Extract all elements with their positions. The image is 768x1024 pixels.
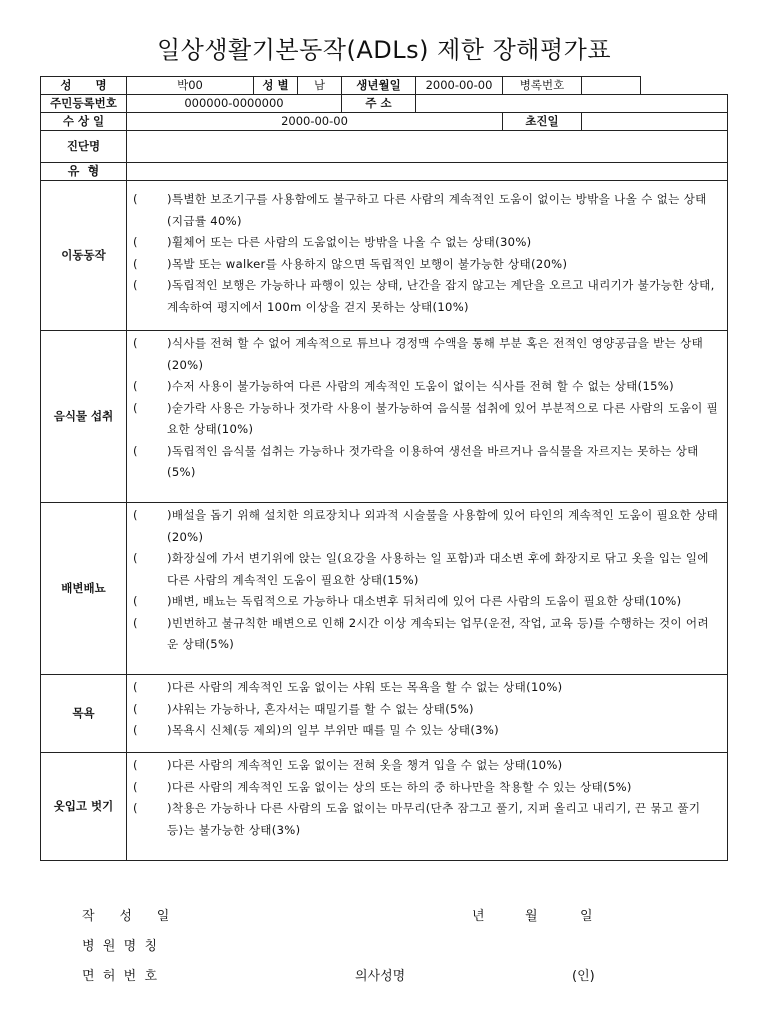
birth-label: 생년월일	[342, 77, 416, 95]
type-label: 유 형	[41, 163, 127, 181]
option-item[interactable]	[133, 376, 719, 398]
option-text: )숟가락 사용은 가능하나 젓가락 사용이 불가능하여 음식물 섭취에 있어 부분적으로 다른 사람의 도움이 필요한 상태(10%)	[167, 400, 719, 436]
first-visit-value[interactable]	[582, 113, 728, 131]
chart-number-value[interactable]	[582, 77, 641, 95]
license-number-label: 면 허 번 호	[82, 969, 158, 984]
checkbox-paren[interactable]: (	[133, 256, 138, 271]
checkbox-paren[interactable]: (	[133, 758, 138, 772]
info-row-2	[41, 95, 728, 113]
name-label: 성 명	[41, 77, 127, 95]
injury-date-value[interactable]: 2000-00-00	[127, 113, 503, 131]
checkbox-paren[interactable]: (	[133, 508, 138, 522]
doctor-name-label: 의사성명	[355, 969, 406, 984]
option-item[interactable]	[133, 254, 719, 276]
option-item[interactable]	[133, 505, 719, 548]
first-visit-label: 초진일	[503, 113, 582, 131]
section-label: 이동동작	[41, 181, 127, 331]
option-item[interactable]	[133, 548, 719, 591]
option-item[interactable]	[133, 189, 719, 232]
month-label: 월	[525, 909, 538, 924]
sex-label: 성 별	[254, 77, 298, 95]
info-row-3	[41, 113, 728, 131]
checkbox-paren[interactable]: (	[133, 615, 138, 630]
section-label: 옷입고 벗기	[41, 753, 127, 861]
checkbox-paren[interactable]: (	[133, 801, 138, 815]
checkbox-paren[interactable]: (	[133, 701, 138, 716]
checkbox-paren[interactable]: (	[133, 551, 138, 565]
checkbox-paren[interactable]: (	[133, 336, 138, 350]
option-text: )다른 사람의 계속적인 도움 없이는 샤워 또는 목욕을 할 수 없는 상태(10%)	[167, 680, 563, 694]
blank-cell	[641, 77, 728, 95]
option-text: )배변, 배뇨는 독립적으로 가능하나 대소변후 뒤처리에 있어 다른 사람의 도움이 필요한 상태(10%)	[167, 594, 682, 608]
option-item[interactable]	[133, 613, 719, 656]
option-item[interactable]	[133, 275, 719, 318]
option-text: )다른 사람의 계속적인 도움 없이는 상의 또는 하의 중 하나만을 착용할 수 있는 상태(5%)	[167, 779, 632, 794]
type-row	[41, 163, 728, 181]
option-text: )목발 또는 walker를 사용하지 않으면 독립적인 보행이 불가능한 상태(20%)	[167, 256, 568, 271]
option-item[interactable]	[133, 232, 719, 254]
section-mobility	[41, 181, 728, 331]
diagnosis-label: 진단명	[41, 131, 127, 163]
option-text: )샤워는 가능하나, 혼자서는 때밀기를 할 수 없는 상태(5%)	[167, 701, 474, 716]
address-value[interactable]	[416, 95, 728, 113]
chart-number-label: 병록번호	[503, 77, 582, 95]
section-bathing	[41, 675, 728, 753]
type-value[interactable]	[127, 163, 728, 181]
option-item[interactable]	[133, 677, 719, 699]
address-label: 주 소	[342, 95, 416, 113]
option-item[interactable]	[133, 777, 719, 799]
option-text: )독립적인 보행은 가능하나 파행이 있는 상태, 난간을 잡지 않고는 계단을 오르고 내리기가 불가능한 상태, 계속하여 평지에서 100m 이상을 걷지 못하는 상태(10%)	[167, 278, 715, 314]
section-options	[127, 753, 728, 861]
option-item[interactable]	[133, 755, 719, 777]
checkbox-paren[interactable]: (	[133, 379, 138, 393]
checkbox-paren[interactable]: (	[133, 594, 138, 608]
diagnosis-row	[41, 131, 728, 163]
checkbox-paren[interactable]: (	[133, 235, 138, 249]
name-value[interactable]: 박00	[127, 77, 254, 95]
checkbox-paren[interactable]: (	[133, 723, 138, 737]
option-item[interactable]	[133, 441, 719, 484]
option-text: )독립적인 음식물 섭취는 가능하나 젓가락을 이용하여 생선을 바르거나 음식물을 자르지는 못하는 상태(5%)	[167, 443, 699, 479]
section-toileting	[41, 503, 728, 675]
section-options	[127, 675, 728, 753]
injury-date-label: 수 상 일	[41, 113, 127, 131]
section-label: 배변배뇨	[41, 503, 127, 675]
checkbox-paren[interactable]: (	[133, 400, 138, 415]
option-item[interactable]	[133, 591, 719, 613]
option-text: )식사를 전혀 할 수 없어 계속적으로 튜브나 경정맥 수액을 통해 부분 혹은 전적인 영양공급을 받는 상태(20%)	[167, 336, 704, 372]
day-label: 일	[580, 909, 593, 924]
option-text: )휠체어 또는 다른 사람의 도움없이는 방밖을 나올 수 없는 상태(30%)	[167, 235, 532, 249]
section-options	[127, 503, 728, 675]
section-options	[127, 181, 728, 331]
option-item[interactable]	[133, 333, 719, 376]
evaluation-form-table	[40, 76, 728, 861]
diagnosis-value[interactable]	[127, 131, 728, 163]
section-dressing	[41, 753, 728, 861]
resident-id-value[interactable]: 000000-0000000	[127, 95, 342, 113]
option-item[interactable]	[133, 699, 719, 721]
info-row-1	[41, 77, 728, 95]
checkbox-paren[interactable]: (	[133, 443, 138, 458]
option-text: )화장실에 가서 변기위에 앉는 일(요강을 사용하는 일 포함)과 대소변 후에 화장지로 닦고 옷을 입는 일에 다른 사람의 계속적인 도움이 필요한 상태(15%)	[167, 551, 709, 587]
written-date-label: 작 성 일	[82, 909, 170, 924]
checkbox-paren[interactable]: (	[133, 779, 138, 794]
checkbox-paren[interactable]: (	[133, 278, 138, 292]
sex-value[interactable]: 남	[298, 77, 342, 95]
option-text: )수저 사용이 불가능하여 다른 사람의 계속적인 도움이 없이는 식사를 전혀 할 수 없는 상태(15%)	[167, 379, 674, 393]
document-title: 일상생활기본동작(ADLs) 제한 장해평가표	[156, 36, 612, 64]
resident-id-label: 주민등록번호	[41, 95, 127, 113]
option-item[interactable]	[133, 398, 719, 441]
option-text: )빈번하고 불규칙한 배변으로 인해 2시간 이상 계속되는 업무(운전, 작업, 교육 등)를 수행하는 것이 어려운 상태(5%)	[167, 615, 709, 651]
option-item[interactable]	[133, 720, 719, 742]
option-text: )목욕시 신체(등 제외)의 일부 부위만 때를 밀 수 있는 상태(3%)	[167, 723, 499, 737]
option-text: )착용은 가능하나 다른 사람의 도움 없이는 마무리(단추 잠그고 풀기, 지퍼 올리고 내리기, 끈 묶고 풀기 등)는 불가능한 상태(3%)	[167, 801, 701, 837]
option-text: )배설을 돕기 위해 설치한 의료장치나 외과적 시술물을 사용함에 있어 타인의 계속적인 도움이 필요한 상태(20%)	[167, 508, 719, 544]
hospital-name-label: 병 원 명 칭	[82, 939, 158, 954]
option-text: )특별한 보조기구를 사용함에도 불구하고 다른 사람의 계속적인 도움이 없이는 방밖을 나올 수 없는 상태(지급률 40%)	[167, 192, 707, 228]
option-text: )다른 사람의 계속적인 도움 없이는 전혀 옷을 챙겨 입을 수 없는 상태(10%)	[167, 758, 563, 772]
year-label: 년	[472, 909, 485, 924]
section-label: 목욕	[41, 675, 127, 753]
seal-mark: (인)	[572, 969, 595, 984]
birth-value[interactable]: 2000-00-00	[416, 77, 503, 95]
section-label: 음식물 섭취	[41, 331, 127, 503]
checkbox-paren[interactable]: (	[133, 680, 138, 694]
option-item[interactable]	[133, 798, 719, 841]
checkbox-paren[interactable]: (	[133, 192, 138, 206]
section-eating	[41, 331, 728, 503]
section-options	[127, 331, 728, 503]
